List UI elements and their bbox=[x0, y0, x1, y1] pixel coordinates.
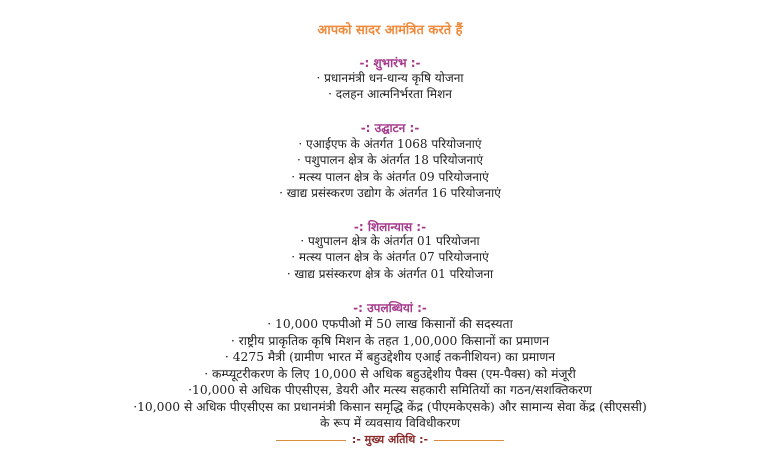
divider-right bbox=[434, 440, 504, 441]
list-item: · पशुपालन क्षेत्र के अंतर्गत 18 परियोजनाएं bbox=[297, 153, 483, 168]
list-item: ·10,000 से अधिक पीएसीएस, डेयरी और मत्स्य सहकारी समितियों का गठन/सशक्तिकरण bbox=[188, 383, 592, 397]
list-item: · दलहन आत्मनिर्भरता मिशन bbox=[328, 87, 452, 102]
section-list-inauguration bbox=[0, 136, 780, 202]
list-item: · कम्प्यूटरीकरण के लिए 10,000 से अधिक बहुउद्देशीय पैक्स (एम-पैक्स) को मंजूरी bbox=[204, 366, 576, 381]
section-heading-inauguration: -: उद्घाटन :- bbox=[360, 121, 420, 135]
list-item: · राष्ट्रीय प्राकृतिक कृषि मिशन के तहत 1,00,000 किसानों का प्रमाणन bbox=[230, 333, 550, 348]
list-item: · खाद्य प्रसंस्करण क्षेत्र के अंतर्गत 01 परियोजना bbox=[286, 266, 494, 281]
section-list-launch bbox=[0, 70, 780, 103]
divider-left bbox=[276, 440, 346, 441]
list-item: · एआईएफ के अंतर्गत 1068 परियोजनाएं bbox=[298, 137, 482, 151]
section-list-foundation bbox=[0, 233, 780, 282]
section-heading-achievements: -: उपलब्धियां :- bbox=[353, 301, 427, 315]
section-list-achievements bbox=[0, 316, 780, 432]
list-item: · पशुपालन क्षेत्र के अंतर्गत 01 परियोजना bbox=[300, 234, 480, 248]
list-item: के रूप में व्यवसाय विविधीकरण bbox=[320, 416, 460, 430]
list-item: · 4275 मैत्री (ग्रामीण भारत में बहुउद्देशीय एआई तकनीशियन) का प्रमाणन bbox=[224, 350, 556, 364]
list-item: · मत्स्य पालन क्षेत्र के अंतर्गत 07 परियोजनाएं bbox=[291, 250, 489, 265]
list-item: · 10,000 एफपीओ में 50 लाख किसानों की सदस्यता bbox=[267, 317, 513, 331]
section-heading-foundation: -: शिलान्यास :- bbox=[353, 220, 427, 234]
list-item: · प्रधानमंत्री धन-धान्य कृषि योजना bbox=[316, 71, 464, 85]
list-item: · मत्स्य पालन क्षेत्र के अंतर्गत 09 परियोजनाएं bbox=[291, 169, 489, 184]
chief-guest-heading bbox=[0, 432, 780, 447]
chief-guest-label: :- मुख्य अतिथि :- bbox=[351, 433, 429, 446]
list-item: · खाद्य प्रसंस्करण उद्योग के अंतर्गत 16 परियोजनाएं bbox=[279, 186, 501, 201]
section-heading-launch: -: शुभारंभ :- bbox=[359, 56, 421, 70]
list-item: ·10,000 से अधिक पीएसीएस का प्रधानमंत्री किसान समृद्धि केंद्र (पीएमकेएसके) और सामान्य सेवा केंद्र (सीएससी) bbox=[133, 399, 647, 414]
invite-line: आपको सादर आमंत्रित करते हैं bbox=[317, 23, 463, 38]
